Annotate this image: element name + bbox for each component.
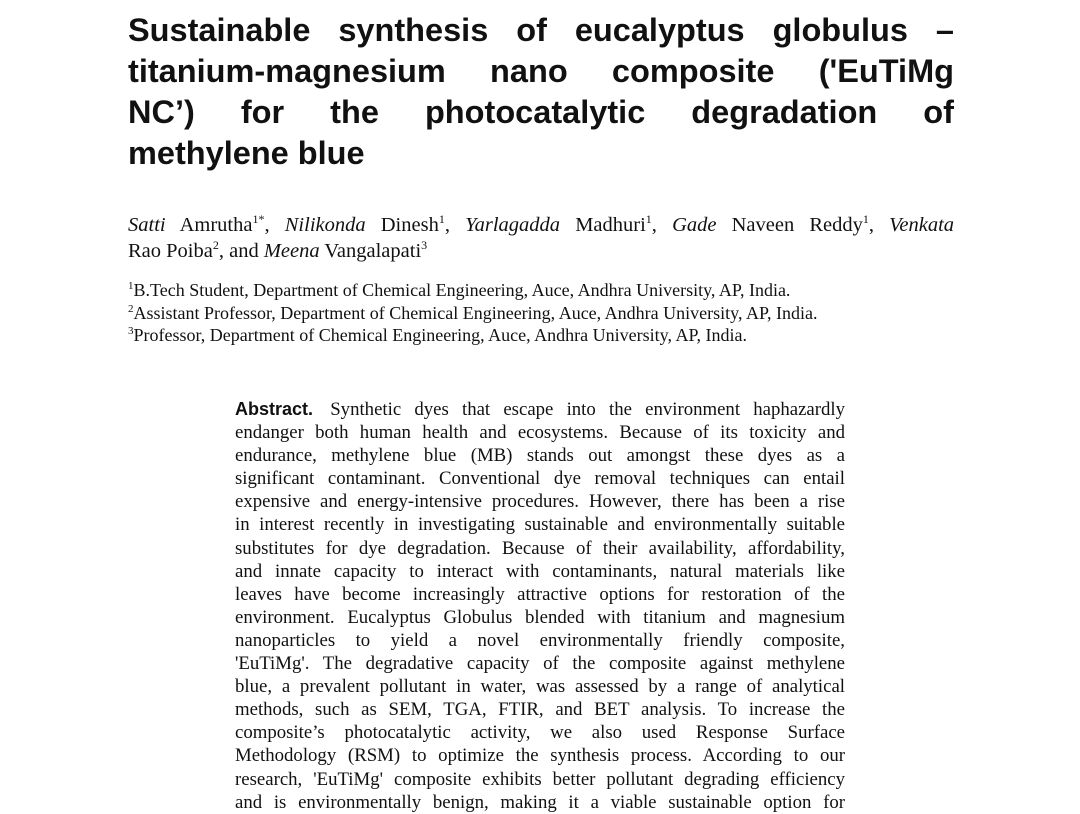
- affiliation-mark: 1: [128, 280, 134, 292]
- author-surname: Naveen Reddy: [731, 214, 863, 236]
- affiliation: [128, 324, 954, 347]
- abstract-line: and is environmentally benign, making it a viable sustainable option for: [235, 791, 845, 813]
- affiliation: [128, 302, 954, 325]
- abstract-line-text: Synthetic dyes that escape into the environment haphazardly: [330, 399, 845, 420]
- author-given-name: Gade: [672, 214, 717, 236]
- author-given-name: Yarlagadda: [465, 214, 561, 236]
- author-affiliation-mark: 2: [212, 238, 219, 252]
- abstract-line: significant contaminant. Conventional dye removal techniques can entail: [235, 468, 845, 490]
- author-surname: Rao Poiba: [128, 240, 213, 262]
- author-separator: , and: [218, 240, 264, 262]
- author-line: [128, 240, 427, 262]
- title-line: Sustainable synthesis of eucalyptus globulus –: [128, 12, 954, 48]
- author: [672, 214, 889, 236]
- abstract-line: leaves have become increasingly attractive options for restoration of the: [235, 583, 845, 605]
- author-given-name: Nilikonda: [284, 214, 366, 236]
- author: [465, 214, 672, 236]
- author-affiliation-mark: 3: [421, 238, 428, 252]
- abstract-heading: Abstract.: [235, 399, 314, 419]
- affiliation: [128, 279, 954, 302]
- abstract-line: Methodology (RSM) to optimize the synthesis process. According to our: [235, 745, 845, 767]
- title-line: methylene blue: [128, 135, 365, 171]
- abstract-line: and innate capacity to interact with contaminants, natural materials like: [235, 560, 845, 582]
- affiliation-text: B.Tech Student, Department of Chemical Engineering, Auce, Andhra University, AP, India.: [133, 280, 791, 300]
- author-separator: ,: [651, 214, 673, 236]
- abstract-line: endanger both human health and ecosystems. Because of its toxicity and: [235, 422, 845, 444]
- author-affiliation-mark: 1: [862, 212, 869, 226]
- author: [128, 214, 285, 236]
- abstract-line: composite’s photocatalytic activity, we also used Response Surface: [235, 722, 845, 744]
- abstract-line: methods, such as SEM, TGA, FTIR, and BET analysis. To increase the: [235, 699, 845, 721]
- abstract-line: [235, 398, 845, 421]
- author-affiliation-mark: 1: [438, 212, 445, 226]
- affiliation-text: Assistant Professor, Department of Chemical Engineering, Auce, Andhra University, AP, India.: [133, 302, 818, 323]
- author-surname: Dinesh: [380, 214, 439, 236]
- author-surname: Madhuri: [575, 214, 646, 236]
- abstract-line: endurance, methylene blue (MB) stands out amongst these dyes as a: [235, 445, 845, 467]
- author-separator: ,: [264, 214, 285, 236]
- abstract-line: 'EuTiMg'. The degradative capacity of the composite against methylene: [235, 653, 845, 675]
- abstract-line: expensive and energy-intensive procedures. However, there has been a rise: [235, 491, 845, 513]
- author-affiliation-mark: 1: [645, 212, 652, 226]
- abstract-line: nanoparticles to yield a novel environmentally friendly composite,: [235, 629, 845, 651]
- author-surname: Amrutha: [179, 214, 253, 236]
- author-line: [128, 212, 954, 238]
- author-surname: Vangalapati: [324, 240, 422, 262]
- affiliation-text: Professor, Department of Chemical Engineering, Auce, Andhra University, AP, India.: [133, 325, 747, 345]
- title-line: NC’) for the photocatalytic degradation of: [128, 94, 954, 130]
- abstract-line: in interest recently in investigating sustainable and environmentally suitable: [235, 514, 845, 536]
- author-given-name: Meena: [263, 240, 320, 262]
- author-separator: ,: [444, 214, 466, 236]
- author: [285, 214, 465, 236]
- affiliation-mark: 2: [128, 302, 134, 315]
- abstract-line: research, 'EuTiMg' composite exhibits better pollutant degrading efficiency: [235, 768, 845, 790]
- abstract-line: environment. Eucalyptus Globulus blended with titanium and magnesium: [235, 606, 845, 628]
- abstract-line: substitutes for dye degradation. Because of their availability, affordability,: [235, 537, 845, 559]
- abstract: [235, 398, 845, 814]
- author-affiliation-mark: 1*: [252, 212, 265, 226]
- affiliation-mark: 3: [128, 325, 134, 337]
- author-list: [128, 212, 954, 264]
- abstract-line: blue, a prevalent pollutant in water, was assessed by a range of analytical: [235, 676, 845, 698]
- title-line: titanium-magnesium nano composite ('EuTiMg: [128, 53, 954, 89]
- author-given-name: Venkata: [889, 214, 955, 236]
- affiliation-list: [128, 279, 954, 347]
- author-separator: ,: [868, 214, 890, 236]
- paper-title: [128, 10, 954, 174]
- author-given-name: Satti: [128, 214, 166, 236]
